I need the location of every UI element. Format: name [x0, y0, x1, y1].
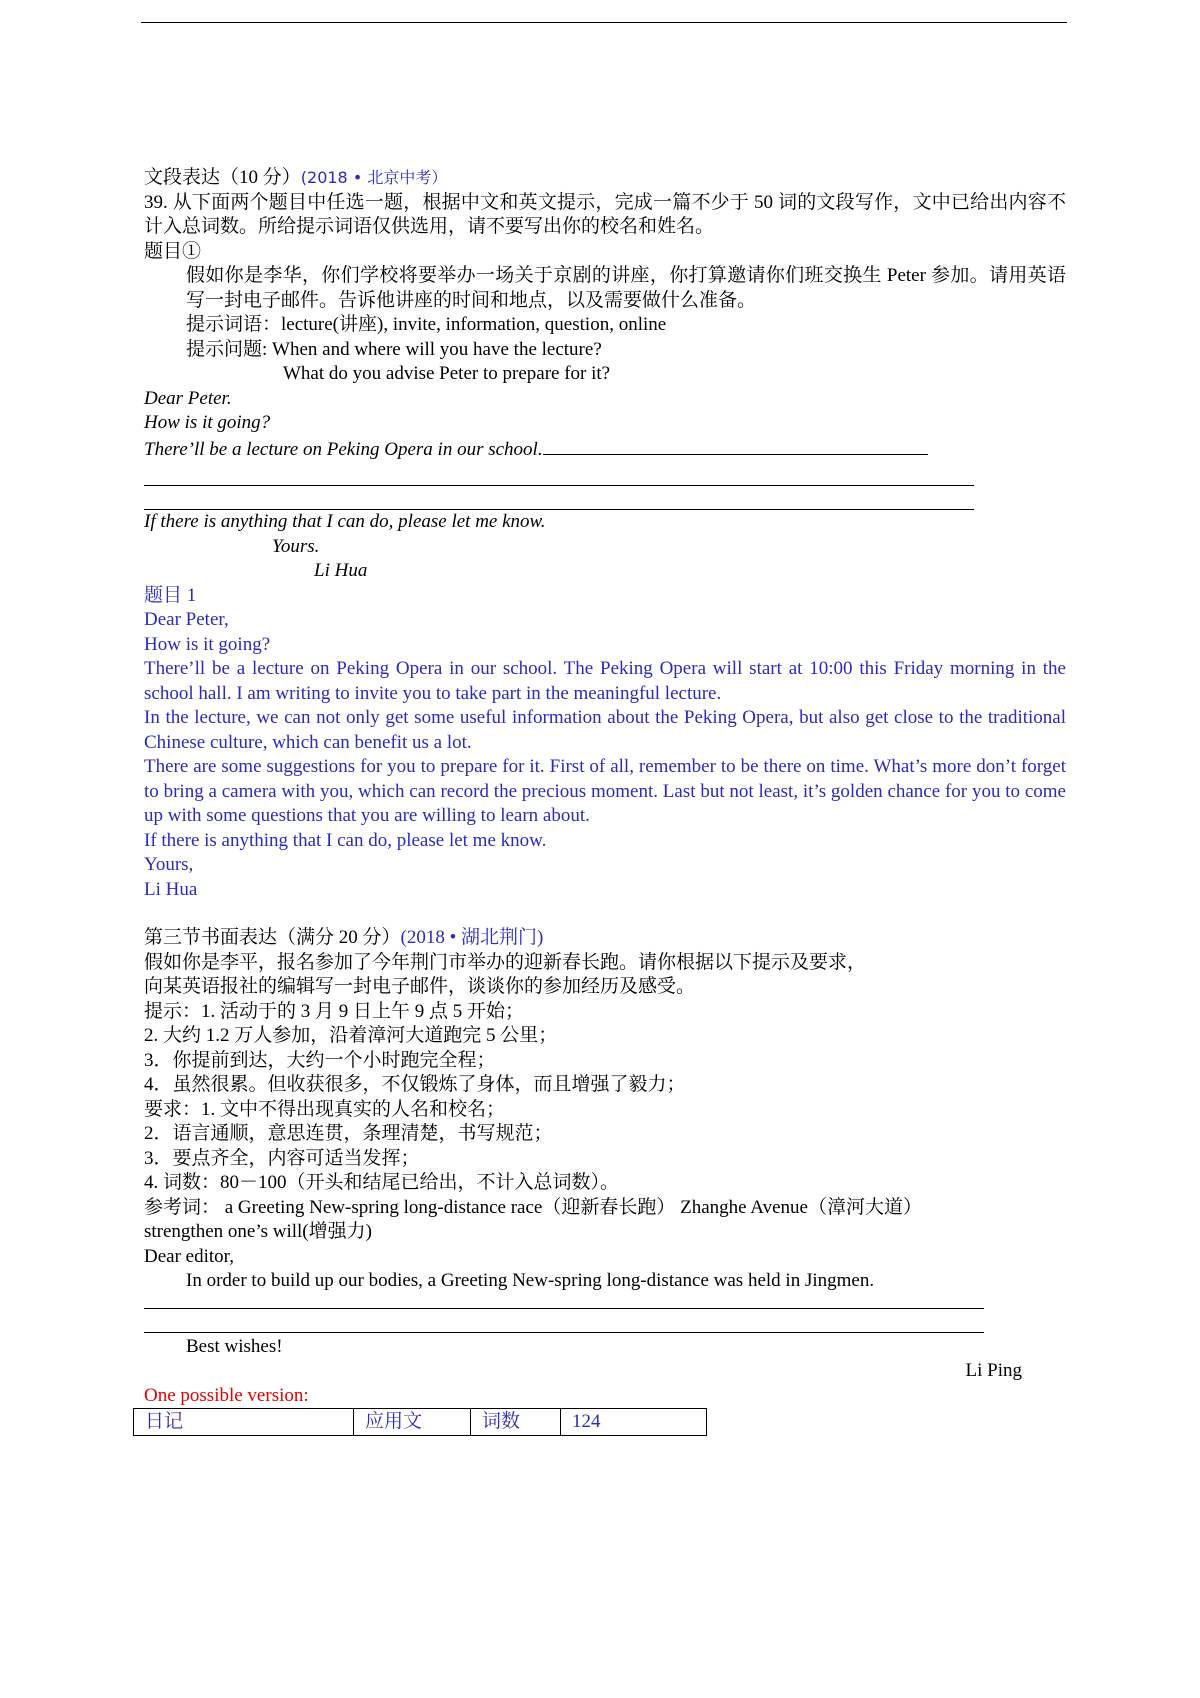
- answer1-closing: If there is anything that I can do, please let me know.: [144, 829, 547, 851]
- section1-heading: [144, 166, 1066, 191]
- answer1-paragraph-3: There are some suggestions for you to prepare for it. First of all, remember to be there on time. What’s more don’t forget to bring a camera with you, which can record the precious moment. Last but not least, it’s golden chance for you to come up with some questions that you are willing to learn about.: [144, 756, 1066, 826]
- topic-label: 题目①: [144, 240, 202, 262]
- tip-2: 2. 大约 1.2 万人参加，沿着漳河大道跑完 5 公里；: [144, 1025, 558, 1046]
- answer1-paragraph-1: There’ll be a lecture on Peking Opera in our school. The Peking Opera will start at 10:00 this Friday morning in the school hall. I am writing to invite you to take part in the meaningful lecture.: [144, 658, 1066, 704]
- document-content: [144, 166, 1066, 1436]
- possible-version-label: One possible version:: [144, 1384, 309, 1406]
- section1-title: 文段表达（10 分）: [144, 167, 301, 188]
- writing-blank-line: [144, 462, 974, 486]
- letter-closing: If there is anything that I can do, please let me know.: [144, 511, 546, 532]
- info-table: [133, 1408, 707, 1436]
- table-row: [134, 1409, 707, 1436]
- letter-line-3: [144, 436, 1066, 463]
- section1-source: (2018 • 北京中考）: [300, 168, 448, 187]
- table-cell: 词数: [471, 1409, 561, 1436]
- tip-4: 4．虽然很累。但收获很多，不仅锻炼了身体，而且增强了毅力；: [144, 1074, 686, 1095]
- letter-line-2: How is it going?: [144, 412, 271, 433]
- answer1-greeting: Dear Peter,: [144, 609, 229, 630]
- section2-prompt-1: 假如你是李平，报名参加了今年荆门市举办的迎新春长跑。请你根据以下提示及要求，: [144, 951, 867, 973]
- tip-1: 提示：1. 活动于的 3 月 9 日上午 9 点 5 开始；: [144, 1000, 525, 1022]
- requirement-3: 3．要点齐全，内容可适当发挥；: [144, 1147, 420, 1169]
- spacer: [144, 902, 1066, 926]
- hint-question-1: 提示问题: When and where will you have the lecture?: [186, 338, 602, 360]
- requirement-4: 4. 词数：80－100（开头和结尾已给出，不计入总词数）。: [144, 1172, 620, 1193]
- section2-heading: [144, 926, 1066, 951]
- hint-words: 提示词语：lecture(讲座), invite, information, question, online: [186, 314, 667, 335]
- table-cell: 124: [561, 1409, 707, 1436]
- answer1-signature: Li Hua: [144, 878, 198, 900]
- reference-words: 参考词： a Greeting New-spring long-distance race（迎新春长跑） Zhanghe Avenue（漳河大道） strengthen one’s will(增强力): [144, 1196, 922, 1242]
- table-cell: 日记: [134, 1409, 354, 1436]
- letter-yours: Yours.: [272, 535, 320, 557]
- answer1-line-2: How is it going?: [144, 633, 271, 655]
- writing-blank-line: [144, 486, 974, 510]
- answer1-yours: Yours,: [144, 854, 194, 875]
- hint-question-2: What do you advise Peter to prepare for it?: [283, 363, 611, 384]
- section1-instructions: 39. 从下面两个题目中任选一题，根据中文和英文提示，完成一篇不少于 50 词的文段写作，文中已给出内容不计入总词数。所给提示词语仅供选用，请不要写出你的校名和姓名。: [144, 191, 1066, 237]
- letter-line-3-text: There’ll be a lecture on Peking Opera in our school.: [144, 438, 543, 460]
- writing-blank-line: [144, 1294, 984, 1309]
- section1-prompt: 假如你是李华，你们学校将要举办一场关于京剧的讲座，你打算邀请你们班交换生 Peter 参加。请用英语写一封电子邮件。告诉他讲座的时间和地点，以及需要做什么准备。: [186, 265, 1066, 311]
- tip-3: 3．你提前到达，大约一个小时跑完全程；: [144, 1049, 496, 1071]
- writing-blank: [543, 436, 928, 455]
- section2-source: (2018 • 湖北荆门): [400, 927, 544, 948]
- section2-opening: In order to build up our bodies, a Greeting New-spring long-distance was held in Jingmen.: [186, 1270, 875, 1291]
- answer1-paragraph-2: In the lecture, we can not only get some useful information about the Peking Opera, but also get close to the traditional Chinese culture, which can benefit us a lot.: [144, 707, 1066, 753]
- writing-blank-line: [144, 1309, 984, 1333]
- section2-title: 第三节书面表达（满分 20 分）: [144, 927, 401, 948]
- letter-greeting: Dear Peter.: [144, 387, 232, 409]
- header-rule: [141, 22, 1067, 23]
- answer1-label: 题目 1: [144, 584, 197, 606]
- section2-prompt-2: 向某英语报社的编辑写一封电子邮件，谈谈你的参加经历及感受。: [144, 976, 696, 997]
- requirement-2: 2．语言通顺，意思连贯，条理清楚，书写规范；: [144, 1123, 553, 1144]
- table-cell: 应用文: [354, 1409, 471, 1436]
- section2-greeting: Dear editor,: [144, 1245, 234, 1267]
- section2-closing: Best wishes!: [186, 1335, 283, 1357]
- letter-signature: Li Hua: [314, 560, 368, 581]
- section2-signature: Li Ping: [965, 1360, 1022, 1381]
- requirement-1: 要求：1. 文中不得出现真实的人名和校名；: [144, 1098, 506, 1120]
